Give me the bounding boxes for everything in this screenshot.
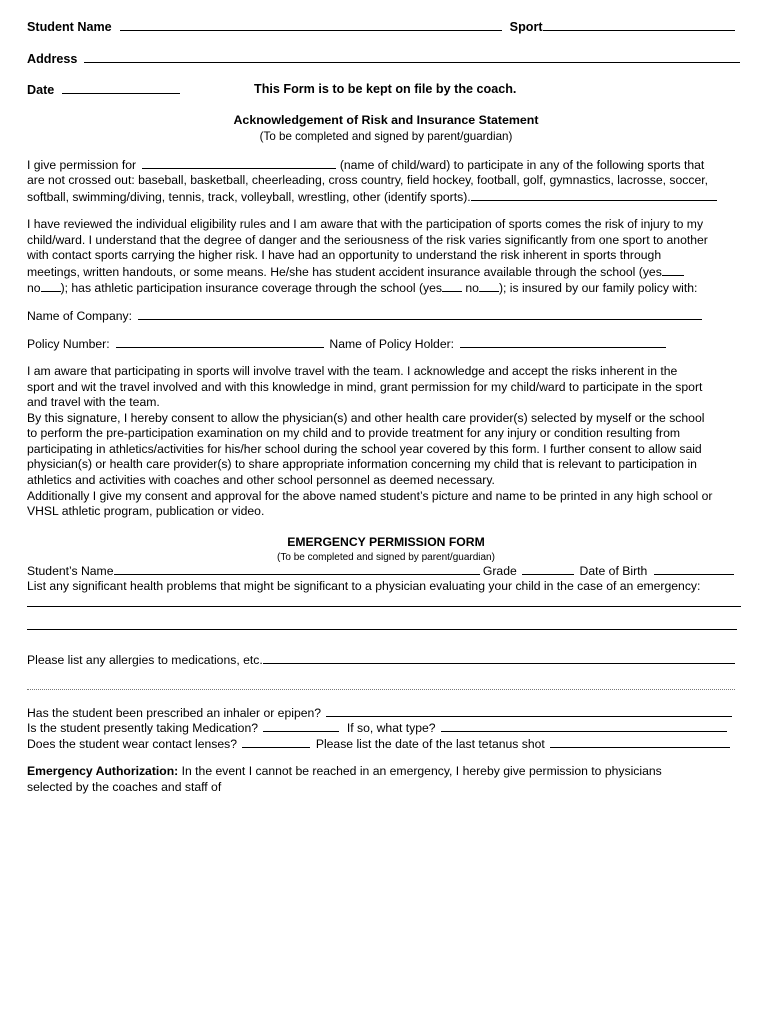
- allergies-field[interactable]: [263, 652, 735, 664]
- medication-row: [27, 720, 745, 737]
- emergency-title: EMERGENCY PERMISSION FORM: [287, 535, 485, 549]
- student-name-label: Student Name: [27, 20, 112, 34]
- sport-label: Sport: [509, 20, 543, 34]
- policy-holder-label: Name of Policy Holder:: [329, 337, 455, 351]
- ack-p3-line1: I am aware that participating in sports will involve travel with the team. I acknowledge and accept the risks inherent in the: [27, 364, 678, 378]
- grade-field[interactable]: [522, 563, 574, 575]
- ack-p2-line3: with contact sports carrying the higher risk. I have had an opportunity to understand the risk inherent in sports through: [27, 248, 662, 262]
- policy-holder-field[interactable]: [460, 336, 666, 348]
- emergency-student-name-label: Student’s Name: [27, 564, 114, 578]
- ack-subtitle: (To be completed and signed by parent/guardian): [259, 130, 513, 143]
- ack-p2-line5: [27, 280, 745, 297]
- what-type-label: If so, what type?: [346, 721, 436, 735]
- grade-label: Grade: [482, 564, 517, 578]
- ack-p2-line4: [27, 264, 745, 281]
- auth-line1: [27, 764, 745, 780]
- other-sports-field[interactable]: [471, 189, 717, 201]
- policy-row: [27, 336, 745, 353]
- ack-p4-line1: By this signature, I hereby consent to allow the physician(s) and other health care provider(s) selected by myself or the school: [27, 411, 705, 425]
- ack-p4-line5: athletics and activities with coaches and other school personnel as deemed necessary.: [27, 473, 495, 487]
- auth-label: Emergency Authorization:: [27, 764, 179, 778]
- sport-field[interactable]: [543, 19, 735, 31]
- child-name-field[interactable]: [142, 157, 336, 169]
- auth-line2: selected by the coaches and staff of: [27, 780, 222, 794]
- company-label: Name of Company:: [27, 309, 132, 323]
- ack-p1-l3: softball, swimming/diving, tennis, track, volleyball, wrestling, other (identify sports).: [27, 190, 471, 204]
- accident-no-label: no: [27, 281, 41, 295]
- ack-p2-l4: meetings, written handouts, or some means. He/she has student accident insurance available through the school (yes: [27, 265, 662, 279]
- ack-p5-line2: VHSL athletic program, publication or video.: [27, 504, 265, 518]
- medication-label: Is the student presently taking Medication?: [27, 721, 259, 735]
- athletic-no-field[interactable]: [479, 280, 499, 292]
- medication-field[interactable]: [263, 720, 339, 732]
- ack-title: Acknowledgement of Risk and Insurance Statement: [233, 113, 539, 127]
- student-name-field[interactable]: [120, 19, 502, 31]
- ack-p3-line2: sport and wit the travel involved and with this knowledge in mind, grant permission for my child/ward to participate in the sport: [27, 380, 703, 394]
- dob-field[interactable]: [654, 563, 734, 575]
- policy-number-label: Policy Number:: [27, 337, 110, 351]
- athletic-no-label: no: [465, 281, 479, 295]
- dob-label: Date of Birth: [579, 564, 648, 578]
- ack-p4-line4: physician(s) or health care provider(s) to share appropriate information concerning my child that is relevant to participation in: [27, 457, 697, 471]
- accident-no-field[interactable]: [41, 280, 61, 292]
- inhaler-field[interactable]: [326, 705, 732, 717]
- address-row: [27, 51, 745, 68]
- ack-p2-line1: I have reviewed the individual eligibility rules and I am aware that with the participation of sports comes the risk of injury to my: [27, 217, 704, 231]
- ack-p1-line2: are not crossed out: baseball, basketball, cheerleading, cross country, field hockey, football, golf, gymnastics, lacrosse, soccer,: [27, 173, 709, 187]
- tetanus-field[interactable]: [550, 736, 730, 748]
- tetanus-label: Please list the date of the last tetanus shot: [315, 737, 545, 751]
- contacts-label: Does the student wear contact lenses?: [27, 737, 238, 751]
- file-note: This Form is to be kept on file by the coach.: [254, 82, 517, 96]
- company-row: [27, 308, 745, 325]
- what-type-field[interactable]: [441, 720, 727, 732]
- date-row: [27, 82, 745, 99]
- contacts-field[interactable]: [242, 736, 310, 748]
- auth-text: In the event I cannot be reached in an emergency, I hereby give permission to physicians: [178, 764, 662, 778]
- health-line-1[interactable]: [27, 606, 741, 607]
- emergency-student-name-field[interactable]: [114, 563, 480, 575]
- ack-p1-line1: [27, 157, 745, 174]
- date-label: Date: [27, 83, 55, 97]
- family-policy-text: ); is insured by our family policy with:: [498, 281, 698, 295]
- health-prompt: List any significant health problems that might be significant to a physician evaluating your child in the case of an emergency:: [27, 579, 701, 593]
- allergies-label: Please list any allergies to medications, etc.: [27, 653, 263, 667]
- ack-p1-b: (name of child/ward) to participate in any of the following sports that: [339, 158, 705, 172]
- ack-p3-line3: and travel with the team.: [27, 395, 160, 409]
- emergency-student-row: [27, 563, 745, 580]
- health-line-2[interactable]: [27, 629, 737, 630]
- ack-p1-line3: [27, 189, 745, 206]
- ack-p4-line3: participating in athletics/activities for his/her school during the school year covered by this form. I further consent to allow said: [27, 442, 702, 456]
- company-field[interactable]: [138, 308, 702, 320]
- ack-p2-line2: child/ward. I understand that the degree of danger and the seriousness of the risk varies significantly from one sport to another: [27, 233, 708, 247]
- ack-p1-a: I give permission for: [27, 158, 137, 172]
- emergency-subtitle: (To be completed and signed by parent/guardian): [277, 552, 495, 563]
- student-name-row: [27, 19, 745, 36]
- date-field[interactable]: [62, 82, 180, 94]
- ack-p4-line2: to perform the pre-participation examination on my child and to provide treatment for any injury or condition resulting from: [27, 426, 681, 440]
- address-field[interactable]: [84, 51, 740, 63]
- contacts-row: [27, 736, 745, 753]
- athletic-insurance-text: ); has athletic participation insurance coverage through the school (yes: [60, 281, 442, 295]
- policy-number-field[interactable]: [116, 336, 324, 348]
- ack-p5-line1: Additionally I give my consent and approval for the above named student’s picture and name to be printed in any high school or: [27, 489, 713, 503]
- allergies-line-2[interactable]: [27, 689, 735, 690]
- athletic-yes-field[interactable]: [442, 280, 462, 292]
- accident-yes-field[interactable]: [662, 264, 684, 276]
- inhaler-label: Has the student been prescribed an inhaler or epipen?: [27, 706, 322, 720]
- allergies-row: [27, 652, 745, 669]
- address-label: Address: [27, 52, 78, 66]
